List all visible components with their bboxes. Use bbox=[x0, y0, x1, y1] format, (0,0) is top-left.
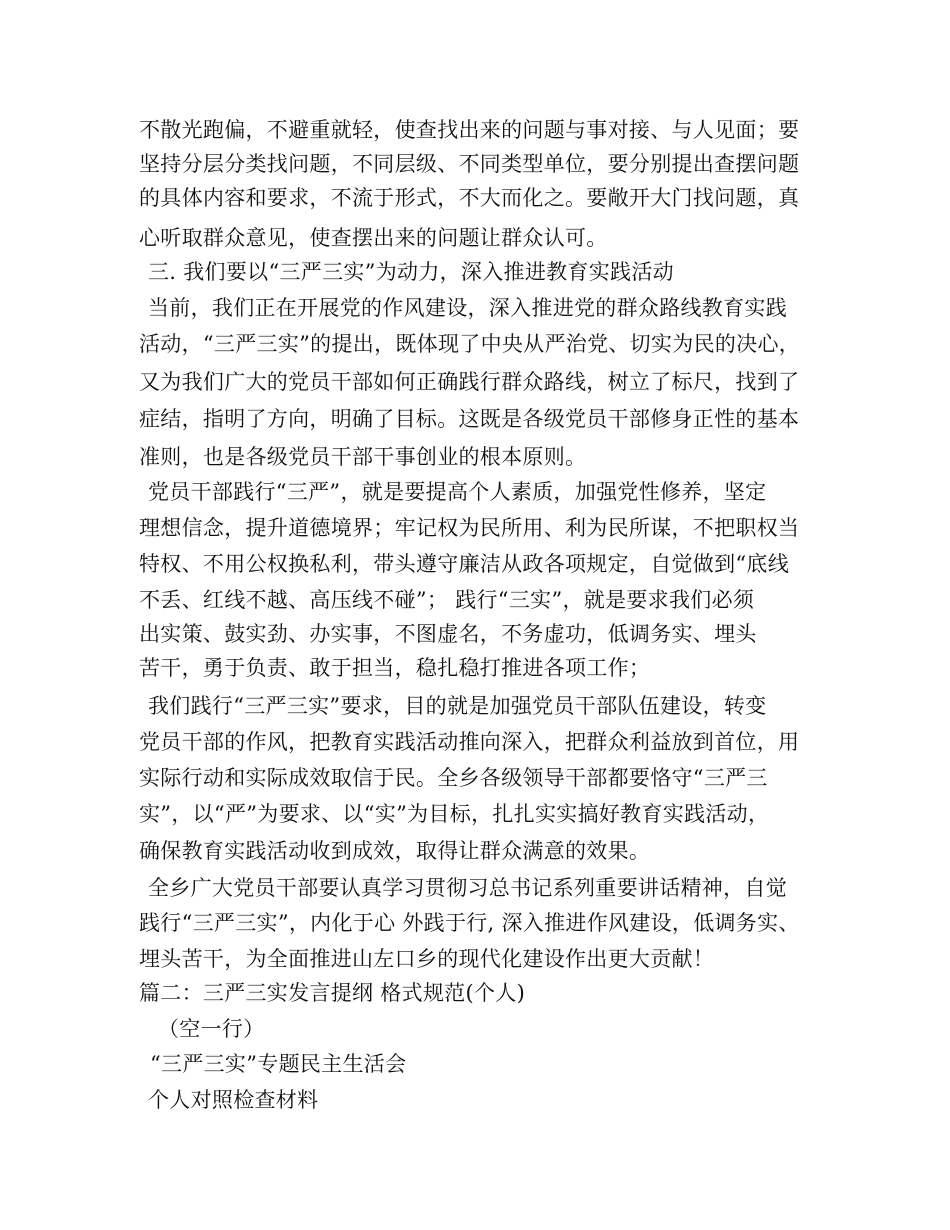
text-line-2: 坚持分层分类找问题，不同层级、不同类型单位，要分别提出查摆问题 bbox=[139, 152, 800, 176]
text-line-23: 践行“三严三实”，内化于心 外践于行, 深入推进作风建设，低调务实、 bbox=[139, 911, 800, 935]
meeting-title: “三严三实”专题民主生活会 bbox=[150, 1052, 407, 1076]
text-line-11: 党员干部践行“三严”，就是要提高个人素质，加强党性修养，坚定 bbox=[148, 480, 767, 504]
text-line-13: 特权、不用公权换私利，带头遵守廉洁从政各项规定，自觉做到“底线 bbox=[139, 552, 790, 576]
text-line-7: 活动，“三严三实”的提出，既体现了中央从严治党、切实为民的决心， bbox=[139, 332, 801, 356]
text-line-8: 又为我们广大的党员干部如何正确践行群众路线，树立了标尺，找到了 bbox=[139, 370, 800, 394]
text-line-6: 当前，我们正在开展党的作风建设，深入推进党的群众路线教育实践 bbox=[148, 296, 787, 320]
text-line-18: 党员干部的作风，把教育实践活动推向深入，把群众利益放到首位，用 bbox=[139, 730, 800, 754]
text-line-9: 症结，指明了方向，明确了目标。这既是各级党员干部修身正性的基本 bbox=[139, 407, 800, 431]
text-line-21: 确保教育实践活动收到成效，取得让群众满意的效果。 bbox=[139, 839, 651, 863]
section-heading-3: 三. 我们要以“三严三实”为动力，深入推进教育实践活动 bbox=[148, 260, 674, 284]
material-title: 个人对照检查材料 bbox=[148, 1088, 319, 1112]
text-line-3: 的具体内容和要求，不流于形式，不大而化之。要敞开大门找问题，真 bbox=[139, 186, 800, 210]
text-line-16: 苦干，勇于负责、敢于担当，稳扎稳打推进各项工作； bbox=[139, 656, 651, 680]
text-line-24: 埋头苦干，为全面推进山左口乡的现代化建设作出更大贡献！ bbox=[139, 947, 715, 971]
text-line-1: 不散光跑偏，不避重就轻，使查找出来的问题与事对接、与人见面；要 bbox=[139, 118, 800, 142]
text-line-19: 实际行动和实际成效取信于民。全乡各级领导干部都要恪守“三严三 bbox=[139, 766, 768, 790]
text-line-22: 全乡广大党员干部要认真学习贯彻习总书记系列重要讲话精神，自觉 bbox=[148, 876, 787, 900]
text-line-14: 不丢、红线不越、高压线不碰”； 践行“三实”，就是要求我们必须 bbox=[139, 588, 755, 612]
text-line-4: 心听取群众意见，使查摆出来的问题让群众认可。 bbox=[139, 226, 608, 250]
blank-line-note: （空一行） bbox=[158, 1017, 265, 1041]
text-line-10: 准则，也是各级党员干部干事创业的根本原则。 bbox=[139, 445, 587, 469]
text-line-15: 出实策、鼓实劲、办实事，不图虚名，不务虚功，低调务实、埋头 bbox=[139, 622, 757, 646]
text-line-20: 实”，以“严”为要求、以“实”为目标，扎扎实实搞好教育实践活动， bbox=[139, 802, 770, 826]
chapter-title: 篇二：三严三实发言提纲 格式规范(个人) bbox=[139, 981, 526, 1005]
text-line-17: 我们践行“三严三实”要求，目的就是加强党员干部队伍建设，转变 bbox=[148, 694, 767, 718]
text-line-12: 理想信念，提升道德境界；牢记权为民所用、利为民所谋，不把职权当 bbox=[139, 516, 800, 540]
